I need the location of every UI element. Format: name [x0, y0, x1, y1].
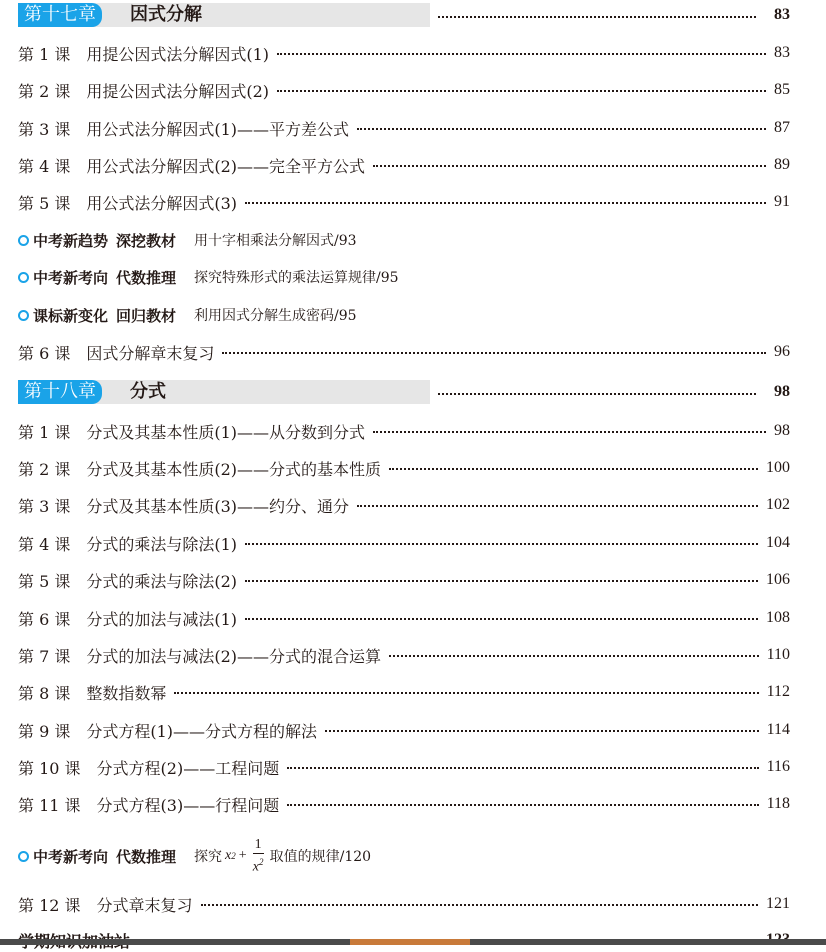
chapter-title: 因式分解: [130, 4, 202, 25]
page-number: 108: [766, 609, 790, 626]
dot-leader: [245, 202, 766, 204]
toc-entry[interactable]: [18, 153, 790, 177]
toc-entry[interactable]: [18, 493, 790, 517]
dot-leader: [373, 431, 766, 433]
feature-subtag: 代数推理: [116, 847, 177, 866]
chapter-tag: 第十八章: [18, 380, 102, 404]
dot-leader: [245, 543, 758, 545]
lesson-title: 用提公因式法分解因式(2): [86, 81, 270, 101]
lesson-title: 分式的乘法与除法(2): [86, 571, 238, 591]
dot-leader: [201, 904, 758, 906]
feature-entry[interactable]: [18, 265, 399, 289]
lesson-title: 分式的加法与减法(2)——分式的混合运算: [86, 646, 382, 666]
dot-leader: [287, 767, 758, 769]
lesson-number: 第 5 课: [18, 571, 71, 591]
lesson-title: 整数指数幂: [86, 683, 167, 703]
lesson-title: 分式章末复习: [96, 895, 193, 915]
toc-entry[interactable]: [18, 190, 790, 214]
dot-leader: [245, 580, 758, 582]
page-number: 114: [766, 721, 790, 738]
dot-leader: [287, 804, 758, 806]
feature-tag: 中考新考向: [33, 847, 109, 866]
feature-tag: 课标新变化: [33, 306, 109, 325]
page-number: 121: [766, 895, 790, 912]
feature-text: [194, 837, 371, 876]
dot-leader: [277, 90, 766, 92]
page-number: 106: [766, 571, 790, 588]
lesson-number: 第 10 课: [18, 758, 81, 778]
dot-leader: [357, 128, 766, 130]
lesson-title: 用公式法分解因式(3): [86, 193, 238, 213]
lesson-number: 第 7 课: [18, 646, 71, 666]
toc-entry[interactable]: [18, 419, 790, 443]
chapter-tag: 第十七章: [18, 3, 102, 27]
toc-entry[interactable]: [18, 116, 790, 140]
lesson-number: 第 11 课: [18, 795, 81, 815]
chapter-page: 83: [774, 6, 790, 23]
dot-leader: [245, 618, 758, 620]
dot-leader: [389, 655, 759, 657]
lesson-title: 分式方程(3)——行程问题: [96, 795, 280, 815]
fraction-denominator: $x^2$: [252, 856, 264, 875]
feature-text-prefix: 探究: [194, 849, 223, 865]
page-number: 91: [774, 193, 790, 210]
page-number: 116: [766, 758, 790, 775]
lesson-number: 第 8 课: [18, 683, 71, 703]
lesson-number: 第 3 课: [18, 496, 71, 516]
lesson-title: 分式方程(1)——分式方程的解法: [86, 721, 318, 741]
lesson-number: 第 2 课: [18, 459, 71, 479]
lesson-number: 第 6 课: [18, 343, 71, 363]
lesson-title: 分式及其基本性质(1)——从分数到分式: [86, 422, 366, 442]
circle-bullet-icon: [18, 235, 29, 246]
toc-entry[interactable]: [18, 892, 790, 916]
lesson-number: 第 3 课: [18, 119, 71, 139]
lesson-number: 第 4 课: [18, 534, 71, 554]
lesson-number: 第 4 课: [18, 156, 71, 176]
toc-entry[interactable]: [18, 456, 790, 480]
math-variable: x: [225, 848, 232, 863]
math-operator: +: [238, 848, 247, 863]
page-number: 112: [766, 683, 790, 700]
page-number: 83: [774, 44, 790, 61]
feature-subtag: 回归教材: [116, 306, 177, 325]
lesson-title: 分式方程(2)——工程问题: [96, 758, 280, 778]
math-expression: [225, 837, 267, 876]
feature-entry[interactable]: [18, 228, 357, 252]
lesson-title: 分式的加法与减法(1): [86, 609, 238, 629]
lesson-number: 第 9 课: [18, 721, 71, 741]
lesson-number: 第 12 课: [18, 895, 81, 915]
feature-text: 利用因式分解生成密码/95: [194, 308, 357, 324]
lesson-title: 分式及其基本性质(3)——约分、通分: [86, 496, 350, 516]
lesson-title: 用公式法分解因式(1)——平方差公式: [86, 119, 350, 139]
bottom-edge-accent: [350, 939, 470, 945]
page-number: 98: [774, 422, 790, 439]
dot-leader: [174, 692, 758, 694]
lesson-title: 因式分解章末复习: [86, 343, 215, 363]
feature-entry[interactable]: [18, 836, 371, 876]
dot-leader: [373, 165, 766, 167]
chapter-title: 分式: [130, 381, 166, 402]
lesson-number: 第 1 课: [18, 422, 71, 442]
feature-entry[interactable]: [18, 303, 357, 327]
toc-entry[interactable]: [18, 568, 790, 592]
toc-entry[interactable]: [18, 718, 790, 742]
chapter-18-header[interactable]: [18, 380, 790, 404]
feature-text: 探究特殊形式的乘法运算规律/95: [194, 270, 399, 286]
dot-leader: [325, 730, 759, 732]
feature-tag: 中考新考向: [33, 268, 109, 287]
page-number: 104: [766, 534, 790, 551]
toc-entry[interactable]: [18, 78, 790, 102]
feature-text: 用十字相乘法分解因式/93: [194, 233, 357, 249]
lesson-title: 用提公因式法分解因式(1): [86, 44, 270, 64]
fraction-numerator: 1: [254, 836, 262, 852]
lesson-title: 分式的乘法与除法(1): [86, 534, 238, 554]
circle-bullet-icon: [18, 310, 29, 321]
dot-leader: [389, 468, 758, 470]
chapter-17-header[interactable]: [18, 3, 790, 27]
math-fraction: [253, 837, 264, 876]
page-number: 100: [766, 459, 790, 476]
lesson-number: 第 5 课: [18, 193, 71, 213]
toc-entry[interactable]: [18, 606, 790, 630]
page-number: 85: [774, 81, 790, 98]
toc-entry[interactable]: [18, 680, 790, 704]
toc-entry[interactable]: [18, 755, 790, 779]
toc-entry[interactable]: [18, 41, 790, 65]
toc-entry[interactable]: [18, 340, 790, 364]
page-number: 87: [774, 119, 790, 136]
dot-leader: [357, 505, 758, 507]
page-number: 96: [774, 343, 790, 360]
circle-bullet-icon: [18, 851, 29, 862]
dot-leader: [438, 16, 756, 18]
page-number: 89: [774, 156, 790, 173]
page-number: 110: [766, 646, 790, 663]
circle-bullet-icon: [18, 272, 29, 283]
toc-entry[interactable]: [18, 643, 790, 667]
toc-entry[interactable]: [18, 792, 790, 816]
feature-subtag: 代数推理: [116, 268, 177, 287]
feature-text-suffix: 取值的规律/120: [269, 849, 372, 865]
dot-leader: [222, 352, 766, 354]
lesson-number: 第 1 课: [18, 44, 71, 64]
math-exponent: 2: [231, 851, 236, 861]
toc-entry[interactable]: [18, 531, 790, 555]
feature-tag: 中考新趋势: [33, 231, 109, 250]
lesson-title: 分式及其基本性质(2)——分式的基本性质: [86, 459, 382, 479]
lesson-number: 第 6 课: [18, 609, 71, 629]
lesson-number: 第 2 课: [18, 81, 71, 101]
page-number: 102: [766, 496, 790, 513]
page-number: 118: [766, 795, 790, 812]
lesson-title: 用公式法分解因式(2)——完全平方公式: [86, 156, 366, 176]
dot-leader: [277, 53, 766, 55]
chapter-page: 98: [774, 383, 790, 400]
feature-subtag: 深挖教材: [116, 231, 177, 250]
dot-leader: [438, 393, 756, 395]
